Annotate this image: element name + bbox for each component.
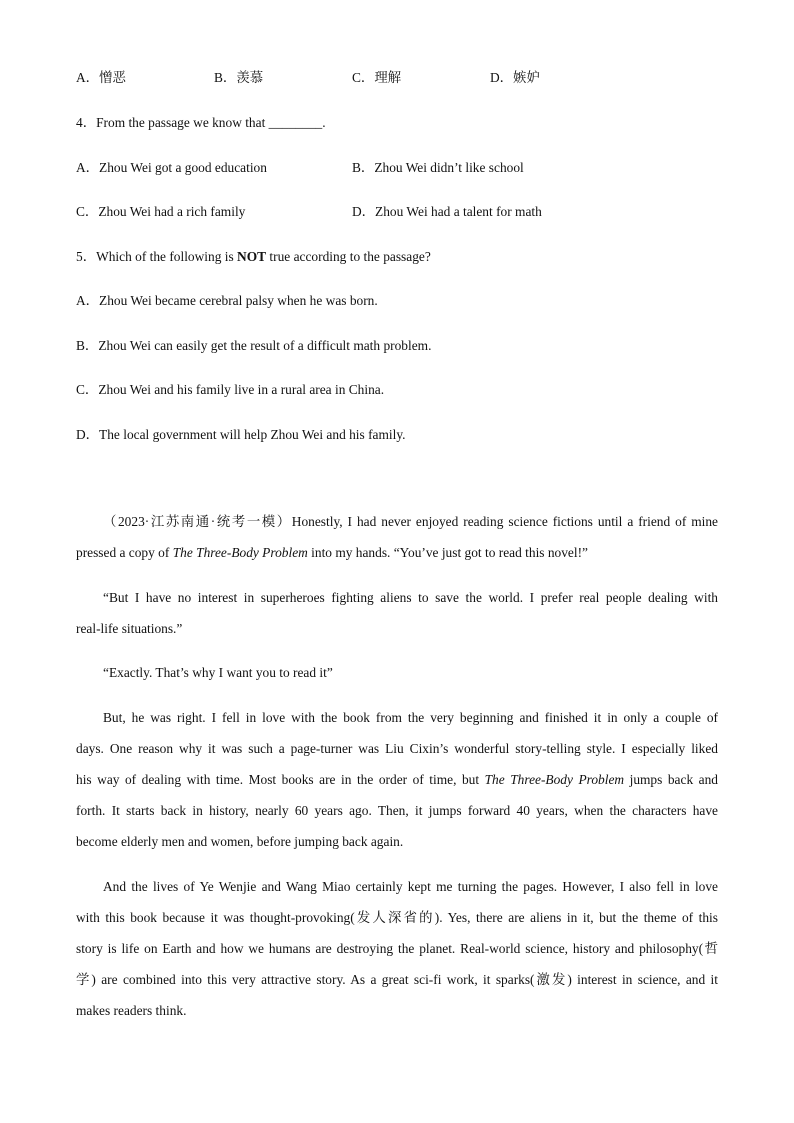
book-title-2: The Three-Body Problem xyxy=(484,772,625,787)
passage-p4-line-2: days. One reason why it was such a page-turner was Liu Cixin’s wonderful story-telling style. I especially liked xyxy=(76,741,718,756)
q4-option-a: A．Zhou Wei got a good education xyxy=(76,160,267,175)
passage-paragraph-1 xyxy=(76,506,718,568)
q3-option-c: C．理解 xyxy=(352,70,402,85)
passage-p2-line-1: “But I have no interest in superheroes fighting aliens to save the world. I prefer real people dealing with xyxy=(103,590,718,605)
passage-p5-line-5: makes readers think. xyxy=(76,1003,187,1018)
q5-stem-pre: 5．Which of the following is xyxy=(76,249,238,264)
passage-p4-line-4: forth. It starts back in history, nearly 60 years ago. Then, it jumps forward 40 years, when the characters have xyxy=(76,803,718,818)
q5-stem-post: true according to the passage? xyxy=(266,249,431,264)
p4-line3-post: jumps back and xyxy=(624,772,718,787)
q4-option-c: C．Zhou Wei had a rich family xyxy=(76,204,246,219)
passage-p4-line-3 xyxy=(76,764,718,795)
passage-p3-line-1: “Exactly. That’s why I want you to read it” xyxy=(103,665,333,680)
q3-option-d: D．嫉妒 xyxy=(490,70,540,85)
q3-option-a: A．憎恶 xyxy=(76,70,126,85)
q4-stem: 4．From the passage we know that ________. xyxy=(76,115,326,130)
q4-option-b: B．Zhou Wei didn’t like school xyxy=(352,160,524,175)
q5-option-d: D．The local government will help Zhou Wei and his family. xyxy=(76,427,406,442)
passage-p4-line-1: But, he was right. I fell in love with the book from the very beginning and finished it in only a couple of xyxy=(103,710,718,725)
q5-option-b: B．Zhou Wei can easily get the result of a difficult math problem. xyxy=(76,338,432,353)
q5-option-a: A．Zhou Wei became cerebral palsy when he was born. xyxy=(76,293,378,308)
passage-p1-line-1: （2023·江苏南通·统考一模）Honestly, I had never enjoyed reading science fictions until a friend of mine xyxy=(103,514,718,529)
p4-line3-pre: his way of dealing with time. Most books are in the order of time, but xyxy=(76,772,485,787)
passage-paragraph-4 xyxy=(76,702,718,857)
q5-stem xyxy=(76,246,431,265)
passage-p5-line-3: story is life on Earth and how we humans are destroying the planet. Real-world science, history and philosophy(哲 xyxy=(76,941,718,956)
passage-paragraph-3 xyxy=(76,657,718,688)
passage-p4-line-5: become elderly men and women, before jumping back again. xyxy=(76,834,404,849)
q5-stem-bold: NOT xyxy=(237,249,267,264)
p1-line2-post: into my hands. “You’ve just got to read this novel!” xyxy=(307,545,588,560)
q5-option-c: C．Zhou Wei and his family live in a rural area in China. xyxy=(76,382,385,397)
q3-option-b: B．羡慕 xyxy=(214,70,264,85)
passage-paragraph-5 xyxy=(76,871,718,1026)
passage-p2-line-2: real-life situations.” xyxy=(76,621,183,636)
q4-option-d: D．Zhou Wei had a talent for math xyxy=(352,204,542,219)
book-title: The Three-Body Problem xyxy=(172,545,308,560)
p1-line2-pre: pressed a copy of xyxy=(76,545,173,560)
passage-p1-line-2 xyxy=(76,537,718,568)
passage-paragraph-2 xyxy=(76,582,718,644)
passage-p5-line-1: And the lives of Ye Wenjie and Wang Miao certainly kept me turning the pages. However, I also fell in love xyxy=(103,879,718,894)
passage-p5-line-4: 学) are combined into this very attractive story. As a great sci-fi work, it sparks(激发) interest in science, and it xyxy=(76,972,718,987)
passage-p5-line-2: with this book because it was thought-provoking(发人深省的). Yes, there are aliens in it, but the theme of this xyxy=(76,910,718,925)
